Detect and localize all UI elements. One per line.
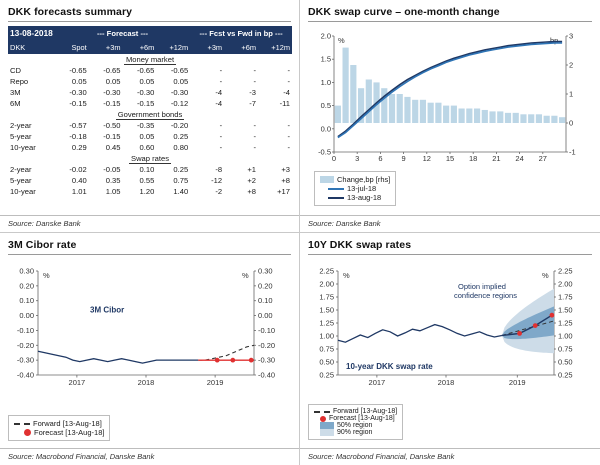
legend-label: Forecast [13-Aug-18] xyxy=(329,415,395,422)
col-fwd-3m: +3m xyxy=(190,40,224,54)
col-3m: +3m xyxy=(89,40,123,54)
panel-dkk-forecasts-summary xyxy=(0,0,299,232)
cell: -0.65 xyxy=(170,66,189,75)
cell: 0.05 xyxy=(139,77,155,86)
cell: +2 xyxy=(247,176,257,185)
svg-text:-0.10: -0.10 xyxy=(16,325,34,335)
cell: -4 xyxy=(283,88,290,97)
svg-text:1.75: 1.75 xyxy=(558,292,573,302)
chart-10y-dkk-swap xyxy=(308,259,593,419)
cell: -4 xyxy=(215,99,223,108)
cell: 0.75 xyxy=(173,176,189,185)
table-header-row-2 xyxy=(8,40,292,54)
section-header xyxy=(8,109,292,120)
cell: - xyxy=(219,132,223,141)
svg-text:-0.20: -0.20 xyxy=(16,340,34,350)
cell: +1 xyxy=(247,165,257,174)
divider xyxy=(308,254,592,255)
source-note: Source: Macrobond Financial, Danske Bank xyxy=(308,452,455,461)
cell: -0.20 xyxy=(170,121,189,130)
cell: 0.55 xyxy=(139,176,155,185)
svg-text:1.25: 1.25 xyxy=(558,318,573,328)
legend-label: 13-jul-18 xyxy=(347,184,377,193)
table-row xyxy=(8,76,292,87)
legend-dashed-icon xyxy=(14,423,30,425)
col-6m: +6m xyxy=(123,40,157,54)
legend-dashed-icon xyxy=(314,411,330,413)
section-label: Swap rates xyxy=(131,154,169,163)
svg-text:0.10: 0.10 xyxy=(19,296,34,306)
cell: - xyxy=(253,121,257,130)
cell: -4 xyxy=(215,88,223,97)
cell: -0.35 xyxy=(137,121,155,130)
table-row xyxy=(8,120,292,131)
cell: -7 xyxy=(249,99,257,108)
cell: -8 xyxy=(215,165,223,174)
cell: -3 xyxy=(249,88,257,97)
col-spot: Spot xyxy=(55,40,89,54)
cell: 0.10 xyxy=(139,165,155,174)
row-label: 3M xyxy=(10,88,21,97)
legend-item-forecast xyxy=(320,415,397,422)
svg-text:-0.40: -0.40 xyxy=(16,370,34,380)
svg-text:1: 1 xyxy=(569,89,574,99)
legend-label: Forecast [13-Aug-18] xyxy=(34,428,105,437)
panel-10y-dkk-swap-rates xyxy=(299,232,600,465)
cell: -0.65 xyxy=(69,66,87,75)
cell: +3 xyxy=(281,165,290,174)
cell: 0.45 xyxy=(105,143,121,152)
chart-dkk-swap-curve xyxy=(308,26,593,186)
cell: - xyxy=(253,66,257,75)
cell: -0.65 xyxy=(137,66,155,75)
chart-title-3m-cibor: 3M Cibor rate xyxy=(8,239,77,251)
svg-text:-0.30: -0.30 xyxy=(16,355,34,365)
panel-3m-cibor-rate xyxy=(0,232,299,465)
svg-text:0.5: 0.5 xyxy=(320,101,331,111)
section-header xyxy=(8,153,292,164)
legend-item-forward xyxy=(14,419,104,428)
svg-text:0: 0 xyxy=(569,118,574,128)
row-label: 5-year xyxy=(10,132,32,141)
svg-text:3: 3 xyxy=(355,154,360,163)
legend-label: 90% region xyxy=(337,429,373,436)
table-row xyxy=(8,186,292,197)
legend-3m-cibor xyxy=(8,415,110,441)
divider xyxy=(0,448,299,449)
legend-swap-curve xyxy=(314,171,396,206)
cell: -0.15 xyxy=(69,99,87,108)
divider xyxy=(308,21,592,22)
svg-text:0.00: 0.00 xyxy=(19,311,34,321)
table-date: 13-08-2018 xyxy=(10,28,53,38)
forecast-table xyxy=(8,26,292,197)
svg-text:6: 6 xyxy=(378,154,383,163)
svg-text:2: 2 xyxy=(569,60,574,70)
group-header-fcst-vs-fwd: --- Fcst vs Fwd in bp --- xyxy=(190,26,292,40)
svg-text:%: % xyxy=(43,271,50,280)
cell: - xyxy=(253,132,257,141)
group-header-forecast: --- Forecast --- xyxy=(55,26,190,40)
svg-text:1.00: 1.00 xyxy=(319,331,334,341)
cell: - xyxy=(219,143,223,152)
chart-title-swap-curve: DKK swap curve – one-month change xyxy=(308,6,500,18)
legend-10y-swap xyxy=(308,404,403,441)
table-row xyxy=(8,65,292,76)
cell: 0.80 xyxy=(173,143,189,152)
cell: -12 xyxy=(211,176,223,185)
cell: 0.05 xyxy=(139,132,155,141)
cell: - xyxy=(219,77,223,86)
table-row xyxy=(8,98,292,109)
divider xyxy=(0,215,299,216)
cell: -0.30 xyxy=(103,88,121,97)
legend-item-change-bp xyxy=(320,175,390,184)
cell: -2 xyxy=(215,187,223,196)
svg-text:2.25: 2.25 xyxy=(558,266,573,276)
svg-text:0.20: 0.20 xyxy=(258,281,273,291)
row-label: 5-year xyxy=(10,176,32,185)
svg-text:1.50: 1.50 xyxy=(319,305,334,315)
cell: -0.30 xyxy=(69,88,87,97)
svg-text:0.75: 0.75 xyxy=(558,344,573,354)
col-dkk: DKK xyxy=(8,40,55,54)
row-label: CD xyxy=(10,66,21,75)
divider xyxy=(300,448,600,449)
table-row xyxy=(8,142,292,153)
col-fwd-12m: +12m xyxy=(258,40,292,54)
svg-text:18: 18 xyxy=(469,154,478,163)
cell: -0.05 xyxy=(103,165,121,174)
svg-text:2.00: 2.00 xyxy=(558,279,573,289)
svg-text:0.50: 0.50 xyxy=(558,357,573,367)
svg-text:2017: 2017 xyxy=(68,378,86,387)
cell: 0.05 xyxy=(71,77,87,86)
cell: 1.20 xyxy=(139,187,155,196)
legend-label: 50% region xyxy=(337,422,373,429)
svg-text:2.0: 2.0 xyxy=(320,31,331,41)
svg-text:9: 9 xyxy=(401,154,406,163)
cell: -0.12 xyxy=(170,99,189,108)
legend-swatch-50-icon xyxy=(320,422,334,429)
svg-text:1.75: 1.75 xyxy=(319,292,334,302)
legend-marker-icon xyxy=(24,429,31,436)
cell: 0.25 xyxy=(173,165,189,174)
cell: - xyxy=(253,77,257,86)
cell: -11 xyxy=(279,99,290,108)
svg-text:0.50: 0.50 xyxy=(319,357,334,367)
svg-text:2018: 2018 xyxy=(437,378,455,387)
svg-text:0.30: 0.30 xyxy=(19,266,34,276)
svg-text:1.00: 1.00 xyxy=(558,331,573,341)
source-note: Source: Danske Bank xyxy=(308,219,381,228)
svg-text:1.25: 1.25 xyxy=(319,318,334,328)
cell: 1.05 xyxy=(105,187,121,196)
svg-text:%: % xyxy=(343,271,350,280)
svg-text:0: 0 xyxy=(331,154,337,163)
svg-text:-1: -1 xyxy=(569,147,576,157)
legend-item-90-region xyxy=(320,429,397,436)
chart-3m-cibor xyxy=(8,259,291,419)
cell: -0.02 xyxy=(69,165,87,174)
cell: -0.15 xyxy=(103,99,121,108)
chart-title-10y-swap: 10Y DKK swap rates xyxy=(308,239,412,251)
cell: - xyxy=(219,66,223,75)
svg-text:0.30: 0.30 xyxy=(258,266,273,276)
svg-text:15: 15 xyxy=(445,154,455,163)
divider xyxy=(8,21,291,22)
row-label: 2-year xyxy=(10,165,32,174)
svg-text:%: % xyxy=(242,271,249,280)
cell: +8 xyxy=(281,176,290,185)
svg-text:2.25: 2.25 xyxy=(319,266,334,276)
cell: 0.60 xyxy=(139,143,155,152)
svg-text:2017: 2017 xyxy=(368,378,386,387)
svg-text:12: 12 xyxy=(422,154,431,163)
cell: - xyxy=(287,143,290,152)
legend-marker-icon xyxy=(320,416,326,422)
cell: 0.05 xyxy=(105,77,121,86)
svg-text:0.00: 0.00 xyxy=(258,311,273,321)
col-12m: +12m xyxy=(156,40,190,54)
cell: -0.30 xyxy=(137,88,155,97)
col-fwd-6m: +6m xyxy=(224,40,258,54)
cell: - xyxy=(287,132,290,141)
svg-text:10-year DKK swap rate: 10-year DKK swap rate xyxy=(346,362,433,371)
svg-text:confidence regions: confidence regions xyxy=(454,291,517,300)
legend-item-13-aug-18 xyxy=(328,193,390,202)
svg-text:Option implied: Option implied xyxy=(458,282,506,291)
svg-text:-0.5: -0.5 xyxy=(318,147,331,157)
svg-text:0.75: 0.75 xyxy=(319,344,334,354)
svg-text:24: 24 xyxy=(515,154,524,163)
legend-line-icon xyxy=(328,197,344,199)
cell: -0.15 xyxy=(103,132,121,141)
svg-text:2019: 2019 xyxy=(508,378,526,387)
svg-text:3M Cibor: 3M Cibor xyxy=(90,305,125,315)
cell: -0.65 xyxy=(103,66,121,75)
svg-text:0.20: 0.20 xyxy=(19,281,34,291)
legend-label: 13-aug-18 xyxy=(347,193,382,202)
cell: - xyxy=(287,121,290,130)
legend-item-50-region xyxy=(320,422,397,429)
cell: -0.18 xyxy=(69,132,87,141)
cell: 1.40 xyxy=(173,187,189,196)
table-row xyxy=(8,164,292,175)
panel-dkk-swap-curve xyxy=(299,0,600,232)
cell: +8 xyxy=(247,187,257,196)
cell: - xyxy=(219,121,223,130)
svg-text:-0.30: -0.30 xyxy=(258,355,276,365)
cell: 0.35 xyxy=(105,176,121,185)
table-row xyxy=(8,131,292,142)
cell: -0.57 xyxy=(69,121,87,130)
svg-text:1.0: 1.0 xyxy=(320,77,331,87)
svg-text:2019: 2019 xyxy=(206,378,224,387)
legend-item-13-jul-18 xyxy=(328,184,390,193)
cell: 0.29 xyxy=(71,143,87,152)
legend-label: Forward [13-Aug-18] xyxy=(333,408,398,415)
svg-text:0.0: 0.0 xyxy=(320,124,331,134)
cell: - xyxy=(253,143,257,152)
cell: +17 xyxy=(277,187,290,196)
svg-text:27: 27 xyxy=(538,154,547,163)
svg-text:1.50: 1.50 xyxy=(558,305,573,315)
svg-text:1.5: 1.5 xyxy=(320,54,331,64)
cell: -0.50 xyxy=(103,121,121,130)
svg-text:2.00: 2.00 xyxy=(319,279,334,289)
svg-text:0.10: 0.10 xyxy=(258,296,273,306)
row-label: 6M xyxy=(10,99,21,108)
divider xyxy=(300,215,600,216)
source-note: Source: Danske Bank xyxy=(8,219,81,228)
svg-text:-0.10: -0.10 xyxy=(258,325,276,335)
cell: 0.05 xyxy=(173,77,189,86)
svg-text:2018: 2018 xyxy=(137,378,155,387)
cell: -0.15 xyxy=(137,99,155,108)
svg-text:bp: bp xyxy=(550,36,559,45)
legend-swatch-90-icon xyxy=(320,429,334,436)
table-row xyxy=(8,175,292,186)
cell: 0.40 xyxy=(71,176,87,185)
cell: 1.01 xyxy=(71,187,87,196)
legend-line-icon xyxy=(328,188,344,190)
svg-text:3: 3 xyxy=(569,31,574,41)
legend-item-forecast xyxy=(24,428,104,437)
legend-item-forward xyxy=(314,408,397,415)
table-header-row-1 xyxy=(8,26,292,40)
row-label: 2-year xyxy=(10,121,32,130)
row-label: 10-year xyxy=(10,143,36,152)
svg-text:0.25: 0.25 xyxy=(319,370,334,380)
row-label: Repo xyxy=(10,77,29,86)
section-header xyxy=(8,54,292,65)
svg-text:-0.40: -0.40 xyxy=(258,370,276,380)
legend-swatch-bar-icon xyxy=(320,176,334,183)
svg-text:21: 21 xyxy=(492,154,501,163)
cell: - xyxy=(287,77,290,86)
cell: -0.30 xyxy=(170,88,189,97)
legend-label: Change,bp [rhs] xyxy=(337,175,391,184)
cell: - xyxy=(287,66,290,75)
row-label: 10-year xyxy=(10,187,36,196)
svg-text:0.25: 0.25 xyxy=(558,370,573,380)
section-label: Money market xyxy=(125,55,175,64)
cell: 0.25 xyxy=(173,132,189,141)
source-note: Source: Macrobond Financial, Danske Bank xyxy=(8,452,155,461)
svg-text:-0.20: -0.20 xyxy=(258,340,276,350)
table-row xyxy=(8,87,292,98)
svg-text:%: % xyxy=(542,271,549,280)
svg-text:%: % xyxy=(338,36,345,45)
section-label: Government bonds xyxy=(117,110,183,119)
divider xyxy=(8,254,291,255)
legend-label: Forward [13-Aug-18] xyxy=(33,419,102,428)
page-title: DKK forecasts summary xyxy=(8,6,133,18)
